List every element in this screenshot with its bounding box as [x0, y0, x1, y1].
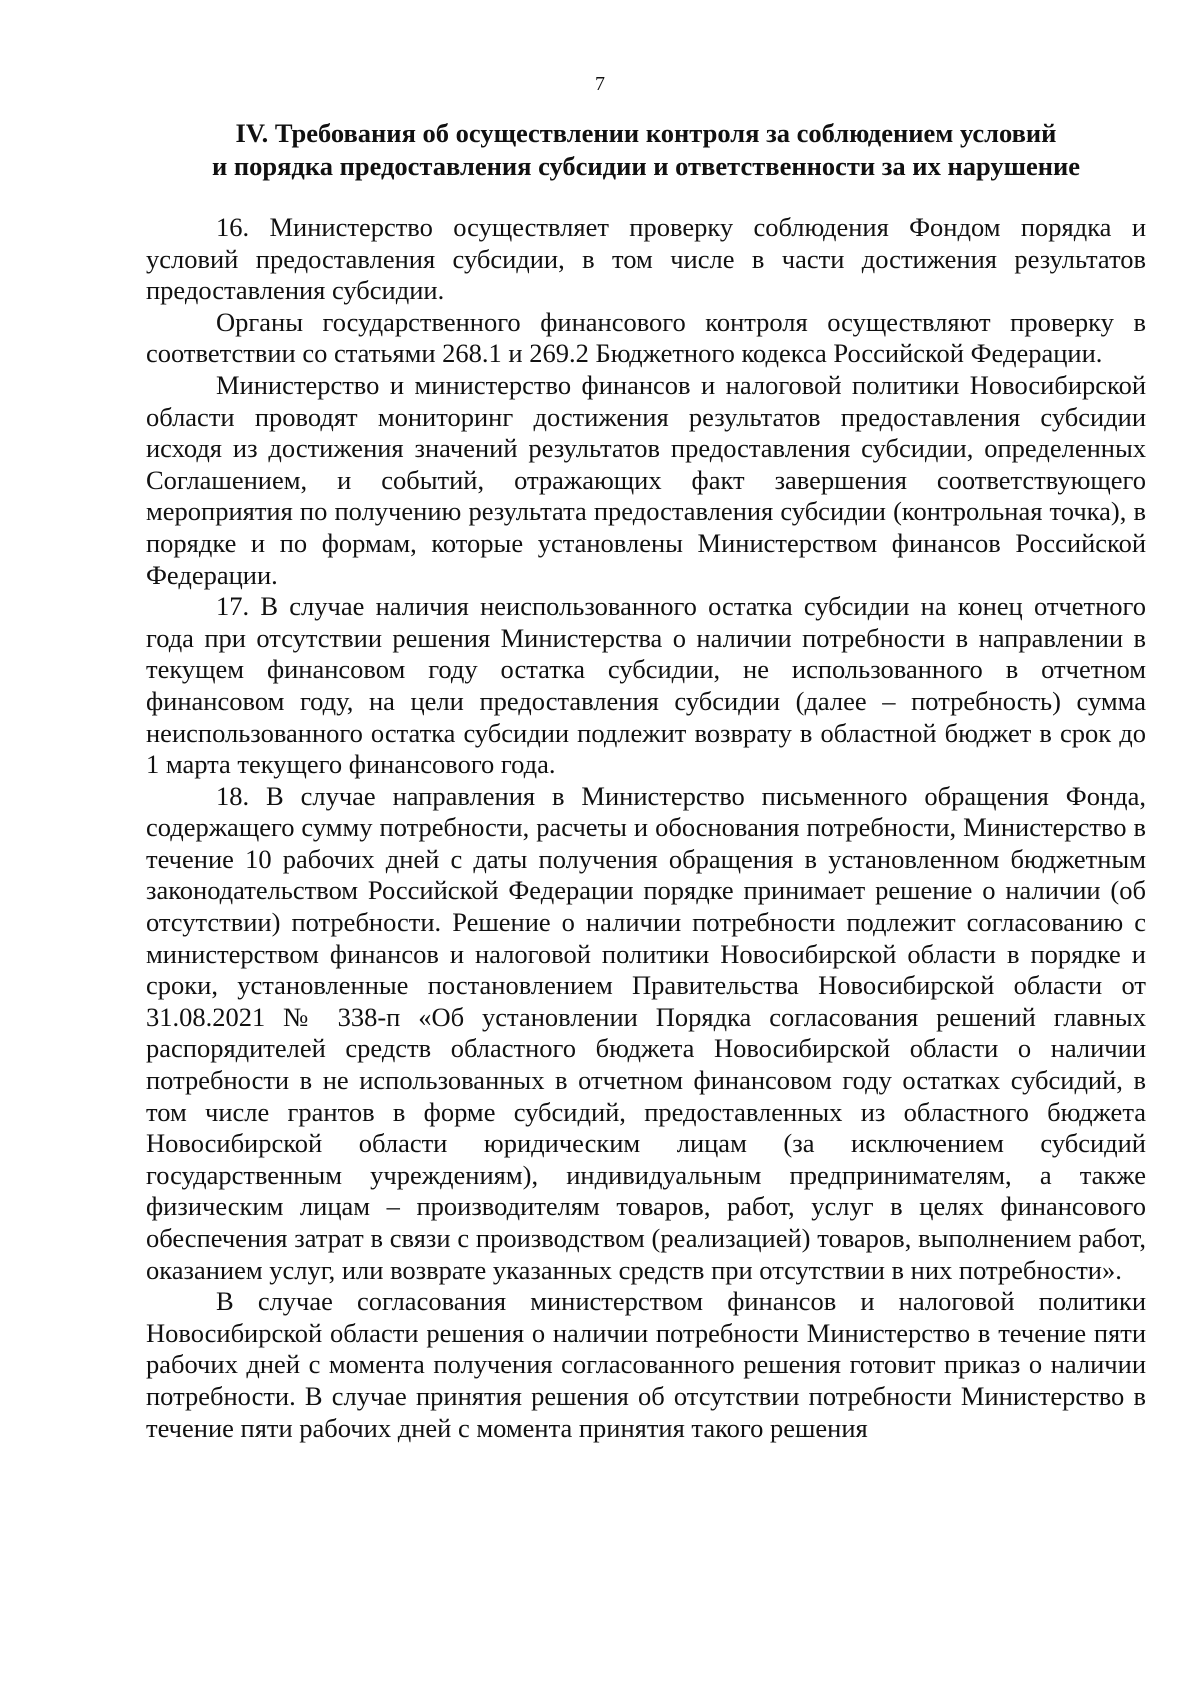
paragraph-16: 16. Министерство осуществляет проверку соблюдения Фондом порядка и условий предоставления субсидии, в том числе в части достижения результатов предоставления субсидии.	[146, 212, 1146, 306]
paragraph-18: 18. В случае направления в Министерство письменного обращения Фонда, содержащего сумму потребности, расчеты и обоснования потребности, Министерство в течение 10 рабочих дней с даты получения обращения в установленном бюджетным законодательством Российской Федерации порядке принимает решение о наличии (об отсутствии) потребности. Решение о наличии потребности подлежит согласованию с министерством финансов и налоговой политики Новосибирской области в порядке и сроки, установленные постановлением Правительства Новосибирской области от 31.08.2021 № 338-п «Об установлении Порядка согласования решений главных распорядителей средств областного бюджета Новосибирской области о наличии потребности в не использованных в отчетном финансовом году остатках субсидий, в том числе грантов в форме субсидий, предоставленных из областного бюджета Новосибирской области юридическим лицам (за исключением субсидий государственным учреждениям), индивидуальным предпринимателям, а также физическим лицам – производителям товаров, работ, услуг в целях финансового обеспечения затрат в связи с производством (реализацией) товаров, выполнением работ, оказанием услуг, или возврате указанных средств при отсутствии в них потребности».	[146, 780, 1146, 1285]
document-body	[146, 212, 1146, 1444]
section-heading-line-1: IV. Требования об осуществлении контроля за соблюдением условий	[235, 118, 1057, 148]
section-heading	[146, 117, 1146, 183]
paragraph-17: 17. В случае наличия неиспользованного остатка субсидии на конец отчетного года при отсутствии решения Министерства о наличии потребности в направлении в текущем финансовом году остатка субсидии, не использованного в отчетном финансовом году, на цели предоставления субсидии (далее – потребность) сумма неиспользованного остатка субсидии подлежит возврату в областной бюджет в срок до 1 марта текущего финансового года.	[146, 591, 1146, 780]
section-heading-line-2: и порядка предоставления субсидии и ответственности за их нарушение	[211, 151, 1081, 181]
paragraph-financial-control: Органы государственного финансового контроля осуществляют проверку в соответствии со статьями 268.1 и 269.2 Бюджетного кодекса Российской Федерации.	[146, 306, 1146, 369]
paragraph-approval: В случае согласования министерством финансов и налоговой политики Новосибирской области решения о наличии потребности Министерство в течение пяти рабочих дней с момента получения согласованного решения готовит приказ о наличии потребности. В случае принятия решения об отсутствии потребности Министерство в течение пяти рабочих дней с момента принятия такого решения	[146, 1286, 1146, 1443]
page-number: 7	[595, 73, 605, 95]
paragraph-monitoring: Министерство и министерство финансов и налоговой политики Новосибирской области проводят мониторинг достижения результатов предоставления субсидии исходя из достижения значений результатов предоставления субсидии, определенных Соглашением, и событий, отражающих факт завершения соответствующего мероприятия по получению результата предоставления субсидии (контрольная точка), в порядке и по формам, которые установлены Министерством финансов Российской Федерации.	[146, 369, 1146, 590]
